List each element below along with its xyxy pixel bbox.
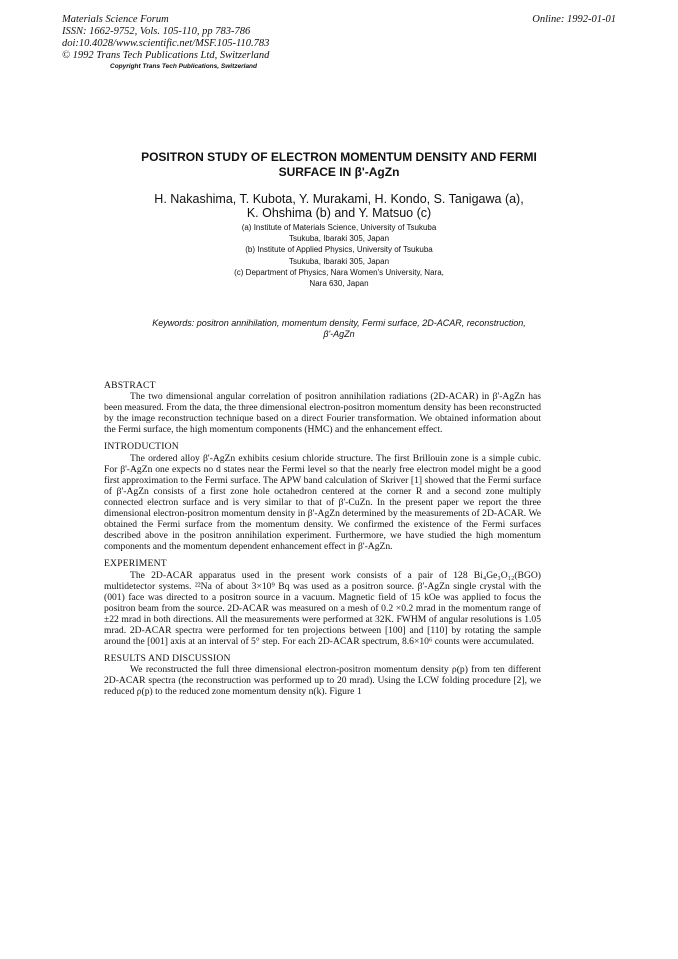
keywords-line-2: β'-AgZn [323,329,355,339]
affiliation-line: Nara 630, Japan [309,279,369,289]
doi-link[interactable]: doi:10.4028/www.scientific.net/MSF.105-110.783 [62,38,270,49]
section-text: We reconstructed the full three dimensional electron-positron momentum density ρ(p) from ten different 2D-ACAR spectra (the reconstruction was performed up to 20 mrad). Using the LCW folding procedure [2], we reduced ρ(p) to the reduced zone momentum density n(k). Figure 1 [104,664,541,698]
section-heading: EXPERIMENT [104,558,167,570]
section-introduction [104,441,541,552]
affiliations [90,222,588,289]
title-line-1: POSITRON STUDY OF ELECTRON MOMENTUM DENSITY AND FERMI [141,150,537,164]
authors-line-1: H. Nakashima, T. Kubota, Y. Murakami, H. Kondo, S. Tanigawa (a), [154,192,524,206]
section-text: The ordered alloy β'-AgZn exhibits cesium chloride structure. The first Brillouin zone is a simple cubic. For β'-AgZn one expects no d states near the Fermi level so that the nearly free electron model might be a good first approximation to the Fermi surface. The APW band calculation of Skriver [1] showed that the Fermi surface of β'-AgZn consists of a first zone hole octahedron centered at the corner R and a second zone multiply connected electron surface and is very similar to that of β'-CuZn. In the present paper we report the three dimensional electron-positron momentum density in β'-AgZn determined by the measurements of 2D-ACAR. We obtained the Fermi surface from the momentum density. We confirmed the existence of the Fermi surfaces described above in the positron annihilation experiment. Furthermore, we have studied the high momentum components and the momentum dependent enhancement effect in β'-AgZn. [104,452,541,553]
online-date: Online: 1992-01-01 [532,14,616,25]
section-abstract [104,380,541,435]
author-list [90,192,588,220]
section-heading: ABSTRACT [104,380,156,391]
keywords [90,318,588,340]
paper-title [90,150,588,180]
affiliation-line: Tsukuba, Ibaraki 305, Japan [288,234,390,244]
issn-line: ISSN: 1662-9752, Vols. 105-110, pp 783-786 [62,26,251,37]
title-line-2: SURFACE IN β'-AgZn [278,165,400,179]
section-text: The 2D-ACAR apparatus used in the present work consists of a pair of 128 Bi₄Ge₃O₁₂(BGO) multidetector systems. ²²Na of about 3×10⁹ Bq was used as a positron source. β'-AgZn single crystal with the (001) face was directed to a positron source in a vacuum. Magnetic field of 15 kOe was applied to focus the positron beam from the source. 2D-ACAR was measured on a mesh of 0.2 ×0.2 mrad in the momentum range of ±22 mrad in both directions. All the measurements were performed at 32K. FWHM of angular resolutions is 1.05 mrad. 2D-ACAR spectra were performed for ten projections between [100] and [110] by rotating the sample around the [001] axis at an interval of 5° step. For each 2D-ACAR spectrum, 8.6×10⁶ counts were accumulated. [104,569,541,648]
paper-body [104,380,541,704]
section-experiment [104,558,541,647]
keywords-line-1: Keywords: positron annihilation, momentum density, Fermi surface, 2D-ACAR, reconstruction, [152,318,526,328]
section-results [104,653,541,697]
section-heading: INTRODUCTION [104,441,179,453]
copyright-note: Copyright Trans Tech Publications, Switzerland [110,63,257,70]
affiliation-line: (c) Department of Physics, Nara Women's University, Nara, [234,267,444,277]
affiliation-line: (b) Institute of Applied Physics, University of Tsukuba [245,245,433,255]
affiliation-line: (a) Institute of Materials Science, University of Tsukuba [241,223,437,232]
section-text: The two dimensional angular correlation of positron annihilation radiations (2D-ACAR) in β'-AgZn has been measured. From the data, the three dimensional electron-positron momentum density has been reconstructed by the image reconstruction technique based on a direct Fourier transformation. We obtained information about the Fermi surface, the high momentum components (HMC) and the enhancement effect. [104,391,541,436]
copyright-line: © 1992 Trans Tech Publications Ltd, Switzerland [62,50,270,61]
section-heading: RESULTS AND DISCUSSION [104,653,231,665]
authors-line-2: K. Ohshima (b) and Y. Matsuo (c) [246,206,432,220]
journal-name: Materials Science Forum [62,14,169,25]
affiliation-line: Tsukuba, Ibaraki 305, Japan [288,256,390,266]
journal-header [62,14,269,72]
